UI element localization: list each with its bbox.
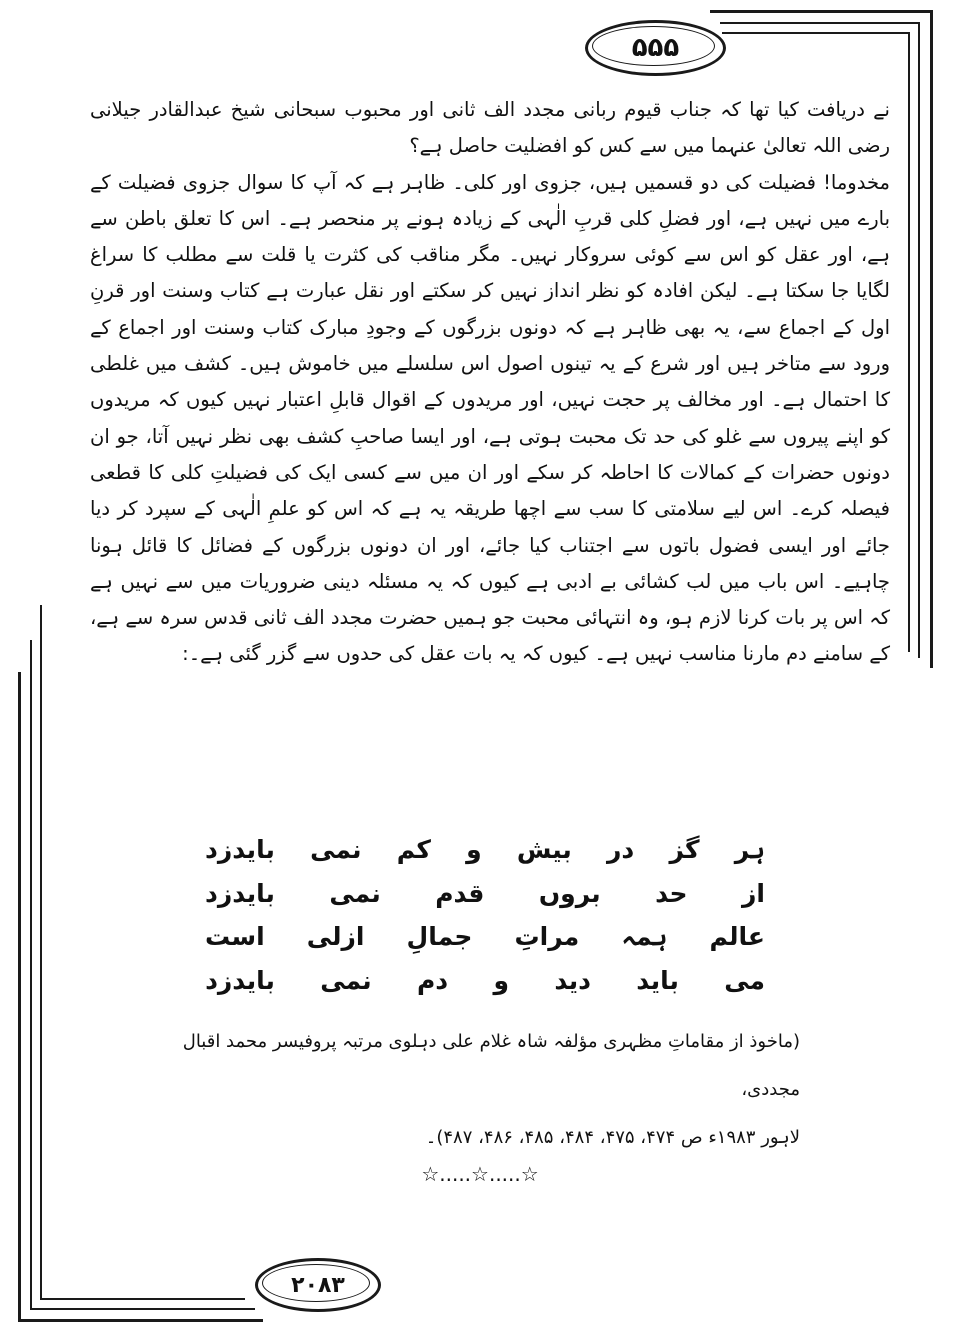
- verse-1: [205, 828, 765, 872]
- verse-word: عالم: [709, 922, 765, 951]
- verse-word: جمالِ: [406, 922, 473, 951]
- verse-word: بروں: [538, 878, 601, 908]
- frame-top-line-inner2: [722, 32, 910, 34]
- frame-left-line-outer: [18, 672, 21, 1322]
- verse-word: نمی: [320, 965, 372, 995]
- verse-word: کم: [396, 835, 431, 864]
- verse-word: حد: [655, 878, 688, 908]
- question-paragraph: نے دریافت کیا تھا کہ جناب قیوم ربانی مجدد الف ثانی اور محبوب سبحانی شیخ عبدالقادر جیلانی رضی اللہ تعالیٰ عنہما میں سے کس کو افضلیت حاصل ہے؟: [90, 98, 890, 158]
- frame-left-line-inner2: [40, 605, 42, 1300]
- frame-right-line-inner2: [908, 32, 910, 652]
- frame-left-line-inner: [30, 640, 32, 1310]
- verse-4: [205, 959, 765, 1003]
- frame-top-line-outer: [710, 10, 932, 13]
- verse-word: بایدزد: [205, 878, 275, 908]
- top-oval-inner-ring: [592, 26, 715, 66]
- persian-quatrain: [205, 828, 765, 1002]
- verse-word: و: [493, 965, 509, 995]
- frame-bottom-line-outer: [18, 1319, 263, 1322]
- frame-right-line-inner: [918, 22, 920, 658]
- verse-word: است: [205, 922, 265, 951]
- star-ornament: ☆.....☆.....☆: [421, 1162, 539, 1186]
- frame-bottom-line-inner2: [40, 1298, 245, 1300]
- source-line-1: (ماخوذ از مقاماتِ مظہری مؤلفہ شاہ غلام علی دہلوی مرتبہ پروفیسر محمد اقبال مجددی،: [182, 1031, 800, 1100]
- verse-word: قدم: [435, 878, 485, 908]
- verse-word: ہر: [734, 835, 765, 864]
- article-body: [90, 92, 890, 673]
- bottom-page-number: ۲۰۸۳: [291, 1272, 345, 1298]
- verse-word: مراتِ: [514, 922, 580, 951]
- frame-right-line-outer: [930, 10, 933, 668]
- verse-word: نمی: [329, 878, 381, 908]
- verse-2: [205, 872, 765, 916]
- verse-word: بایدزد: [205, 965, 275, 995]
- verse-word: در: [607, 835, 635, 864]
- verse-word: باید: [636, 965, 679, 995]
- top-page-number: ۵۵۵: [631, 33, 680, 63]
- verse-word: بیش: [516, 835, 572, 864]
- verse-word: ازلی: [306, 922, 365, 951]
- frame-bottom-line-inner: [30, 1308, 255, 1310]
- verse-3: [205, 915, 765, 959]
- source-line-2: لاہور ۱۹۸۳ء ص ۴۷۴، ۴۷۵، ۴۸۴، ۴۸۵، ۴۸۶، ۴۸۷)۔: [425, 1127, 800, 1148]
- verse-word: دم: [416, 965, 449, 995]
- verse-word: از: [742, 878, 765, 908]
- bottom-oval-inner-ring: [262, 1264, 370, 1302]
- verse-word: بایدزد: [205, 835, 275, 864]
- answer-paragraph: مخدوما! فضیلت کی دو قسمیں ہیں، جزوی اور کلی۔ ظاہر ہے کہ آپ کا سوال جزوی فضیلت کے بارے میں نہیں ہے، اور فضلِ کلی قربِ الٰہی کے زیادہ ہونے پر منحصر ہے۔ اس کا تعلق باطن سے ہے، اور عقل کو اس سے کوئی سروکار نہیں۔ مگر مناقب کی کثرت یا قلت سے مطلب کا سراغ لگایا جا سکتا ہے۔ لیکن افادہ کو نظر انداز نہیں کر سکتے اور نقل عبارت ہے کتاب وسنت اور قرنِ اول کے اجماع سے، یہ بھی ظاہر ہے کہ دونوں بزرگوں کے وجودِ مبارک کتاب وسنت اور اجماع کے ورود سے متاخر ہیں اور شرع کے یہ تینوں اصول اس سلسلے میں خاموش ہیں۔ کشف میں غلطی کا احتمال ہے۔ اور مخالف پر حجت نہیں، اور مریدوں کے اقوال قابلِ اعتبار نہیں کیوں کہ مریدوں کو اپنے پیروں سے غلو کی حد تک محبت ہوتی ہے، اور ایسا صاحبِ کشف بھی نظر نہیں آتا، جو ان دونوں حضرات کے کمالات کا احاطہ کر سکے اور ان میں سے کسی ایک کی فضیلتِ کلی کا قطعی فیصلہ کرے۔ اس لیے سلامتی کا سب سے اچھا طریقہ یہ ہے کہ اس کو علمِ الٰہی کے سپرد کر دیا جائے اور ایسی فضول باتوں سے اجتناب کیا جائے، اور ان دونوں بزرگوں کے فضائل کا قائل ہونا چاہیے۔ اس باب میں لب کشائی بے ادبی ہے کیوں کہ یہ مسئلہ دینی ضروریات میں سے نہیں ہے کہ اس پر بات کرنا لازم ہو، وہ انتہائی محبت جو ہمیں حضرت مجدد الف ثانی قدس سرہ سے ہے، کے سامنے دم مارنا مناسب نہیں ہے۔ کیوں کہ یہ بات عقل کی حدوں سے گزر گئی ہے۔:: [90, 170, 890, 666]
- verse-word: ہمہ: [621, 922, 668, 951]
- source-citation: [150, 1018, 800, 1162]
- verse-word: نمی: [310, 835, 362, 864]
- verse-word: گز: [669, 835, 700, 864]
- verse-word: و: [466, 835, 482, 864]
- frame-top-line-inner: [720, 22, 920, 24]
- verse-word: می: [724, 965, 765, 995]
- verse-word: دید: [554, 965, 591, 995]
